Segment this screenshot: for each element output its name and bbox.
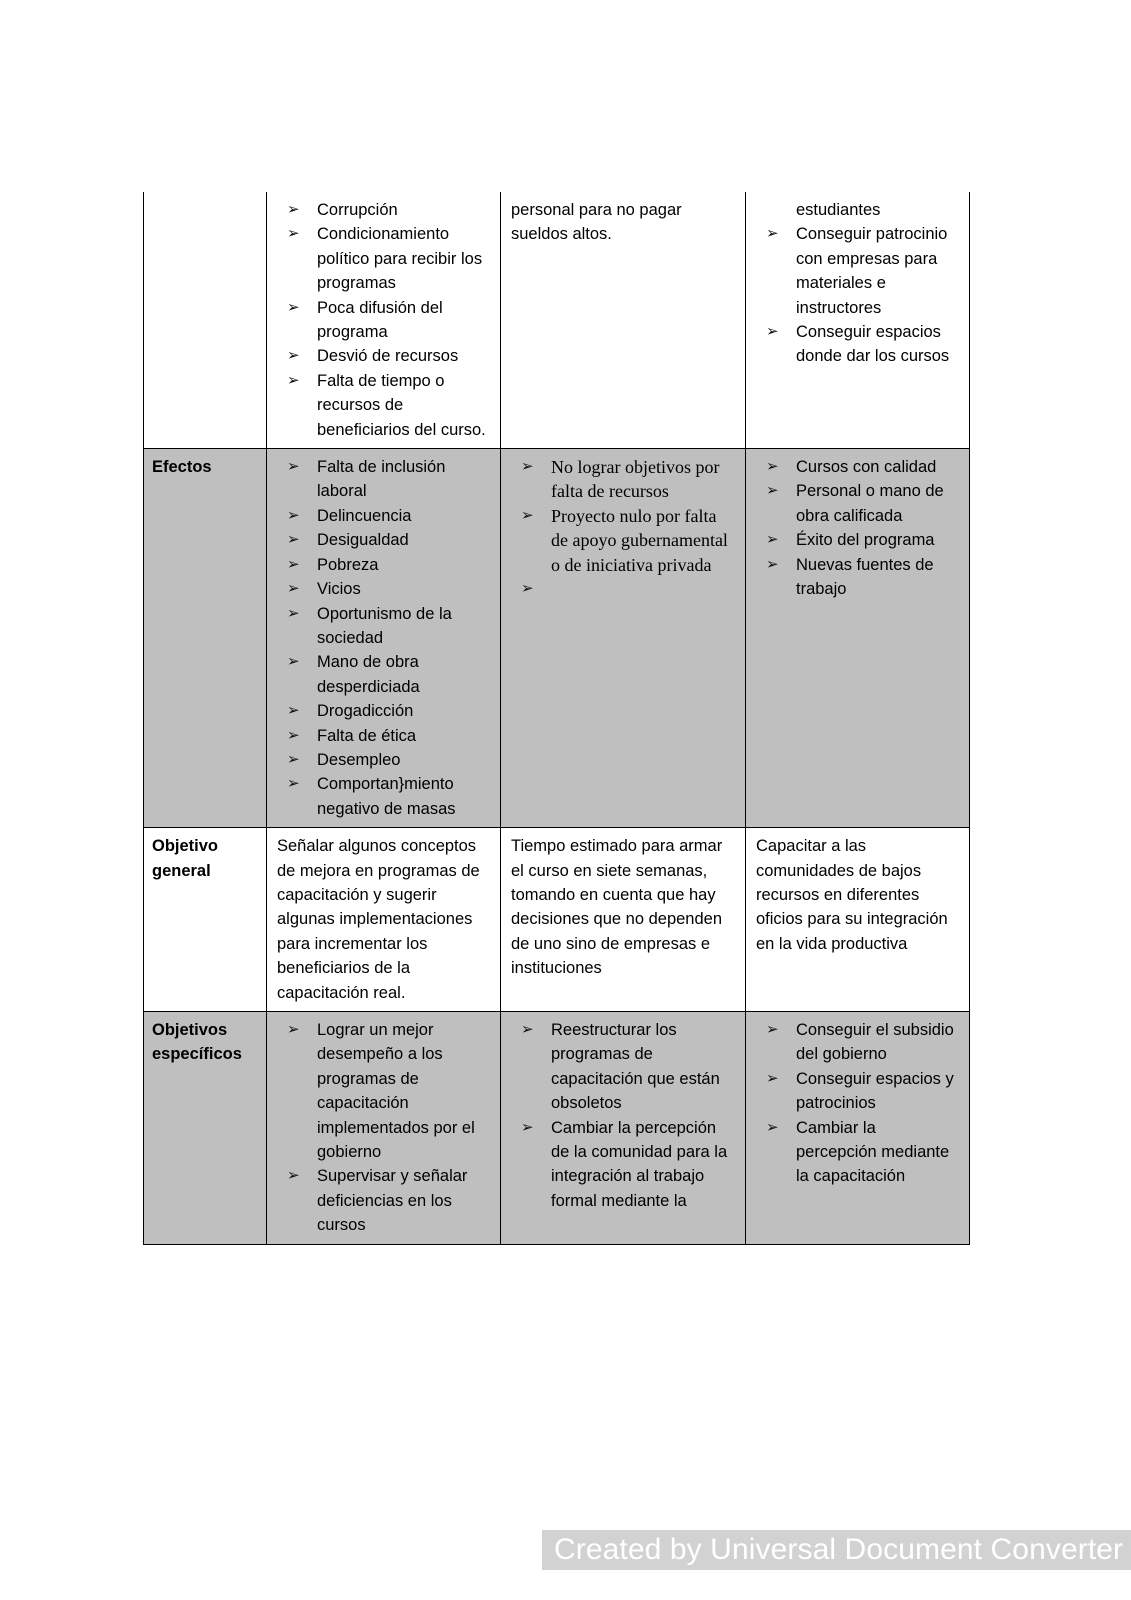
watermark-banner [542,1530,1131,1570]
list-item-text: Nuevas fuentes de trabajo [796,555,934,599]
row-col1-cell [267,449,501,828]
list-item [754,1116,961,1189]
list-item [275,198,492,222]
list-item-text: Mano de obra desperdiciada [317,653,420,696]
list-item [754,455,961,479]
row-label: Efectos [152,458,212,477]
list-item [275,699,492,723]
list-item-text: Corrupción [317,201,398,219]
arrow-bullet-icon: ➢ [521,506,534,524]
list-item-text: Comportan}miento negativo de masas [317,775,456,818]
arrow-bullet-icon: ➢ [287,653,300,671]
list-item-text: Cambiar la percepción mediante la capacitación [796,1118,950,1186]
arrow-bullet-icon: ➢ [287,702,300,720]
arrow-bullet-icon: ➢ [287,506,300,524]
paragraph-text: personal para no pagar sueldos altos. [511,201,682,244]
list-item [509,504,737,577]
list-item [275,296,492,345]
list-item-text: Éxito del programa [796,531,935,550]
paragraph-text: Capacitar a las comunidades de bajos recursos en diferentes oficios para su integración en la vida productiva [756,837,948,953]
list-item [275,455,492,504]
list-item-text: Proyecto nulo por falta de apoyo gubernamental o de iniciativa privada [551,505,728,575]
row-col3-cell [746,192,970,449]
bullet-list [754,1018,961,1189]
list-item [509,455,737,504]
list-item [509,1116,737,1214]
list-item [754,528,961,552]
list-item [275,577,492,601]
arrow-bullet-icon: ➢ [287,225,300,243]
arrow-bullet-icon: ➢ [287,1167,300,1185]
list-item-text: Desempleo [317,750,401,769]
table-row [144,192,970,449]
row-col2-cell [501,449,746,828]
list-item-text: No lograr objetivos por falta de recursos [551,457,720,502]
list-item [275,504,492,528]
list-item-text: Falta de inclusión laboral [317,458,446,501]
list-item-text: Falta de ética [317,726,417,745]
row-label-cell [144,828,267,1012]
bullet-list [509,455,737,601]
bullet-list [754,455,961,601]
arrow-bullet-icon: ➢ [521,580,534,598]
arrow-bullet-icon: ➢ [766,458,779,476]
list-item-text: Conseguir espacios donde dar los cursos [796,323,950,366]
list-item [275,344,492,368]
list-item [275,602,492,651]
arrow-bullet-icon: ➢ [287,347,300,365]
watermark-text: Created by Universal Document Converter [554,1533,1124,1566]
list-item [509,1018,737,1116]
list-item [754,320,961,369]
list-item [275,369,492,442]
list-item-text: Desvió de recursos [317,347,459,366]
arrow-bullet-icon: ➢ [766,531,779,549]
arrow-bullet-icon: ➢ [287,775,300,793]
list-item [754,553,961,602]
list-item-text: Vicios [317,580,361,599]
list-item [754,1067,961,1116]
list-item [275,772,492,821]
arrow-bullet-icon: ➢ [287,201,300,218]
bullet-list [754,198,961,369]
objectives-table [143,192,970,1245]
arrow-bullet-icon: ➢ [287,298,300,316]
row-label-cell [144,192,267,449]
bullet-list [275,455,492,821]
row-col2-cell [501,1012,746,1245]
paragraph-text: Señalar algunos conceptos de mejora en programas de capacitación y sugerir algunas implementaciones para incrementar los beneficiarios de la capacitación real. [277,837,480,1002]
arrow-bullet-icon: ➢ [287,531,300,549]
row-col3-cell [746,449,970,828]
row-label-cell [144,1012,267,1245]
table-row [144,449,970,828]
list-item [754,479,961,528]
list-item-text: Drogadicción [317,702,414,721]
list-item [754,222,961,320]
arrow-bullet-icon: ➢ [287,1021,300,1038]
arrow-bullet-icon: ➢ [766,1069,779,1087]
paragraph-text: Tiempo estimado para armar el curso en siete semanas, tomando en cuenta que hay decisiones que no dependen de uno sino de empresas e instituciones [511,837,723,978]
row-col1-cell [267,828,501,1012]
arrow-bullet-icon: ➢ [521,1021,534,1038]
list-item-text: Poca difusión del programa [317,298,443,342]
arrow-bullet-icon: ➢ [766,1118,779,1136]
arrow-bullet-icon: ➢ [287,750,300,768]
arrow-bullet-icon: ➢ [287,458,300,476]
arrow-bullet-icon: ➢ [766,323,779,341]
row-col2-cell [501,192,746,449]
arrow-bullet-icon: ➢ [287,555,300,573]
list-item [275,748,492,772]
list-item [754,198,961,222]
row-col3-cell [746,1012,970,1245]
list-item-text: Conseguir el subsidio del gobierno [796,1021,954,1064]
arrow-bullet-icon: ➢ [766,555,779,573]
row-col1-cell [267,1012,501,1245]
arrow-bullet-icon: ➢ [521,458,534,476]
list-item-text: Condicionamiento político para recibir los programas [317,225,483,293]
row-col2-cell [501,828,746,1012]
list-item-text: Reestructurar los programas de capacitación que están obsoletos [551,1021,720,1113]
row-label-cell [144,449,267,828]
arrow-bullet-icon: ➢ [287,604,300,622]
list-item-text: Pobreza [317,555,379,574]
arrow-bullet-icon: ➢ [287,726,300,744]
list-item-text: estudiantes [796,201,881,219]
arrow-bullet-icon: ➢ [521,1118,534,1136]
arrow-bullet-icon: ➢ [766,482,779,500]
table-row [144,1012,970,1245]
list-item-text: Personal o mano de obra calificada [796,482,944,525]
list-item [275,1018,492,1164]
list-item-text: Conseguir patrocinio con empresas para materiales e instructores [796,225,948,317]
list-item-text: Supervisar y señalar deficiencias en los cursos [317,1167,468,1235]
list-item-text: Conseguir espacios y patrocinios [796,1069,954,1113]
table-row [144,828,970,1012]
list-item [754,1018,961,1067]
row-label: Objetivos específicos [152,1021,242,1064]
list-item-text [551,577,737,601]
list-item [275,553,492,577]
list-item-text: Desigualdad [317,531,409,550]
row-label: Objetivo general [152,837,219,880]
row-col1-cell [267,192,501,449]
list-item [275,650,492,699]
arrow-bullet-icon: ➢ [287,580,300,598]
list-item-text: Lograr un mejor desempeño a los programas de capacitación implementados por el gobierno [317,1021,475,1162]
list-item [275,1164,492,1237]
list-item-text: Falta de tiempo o recursos de beneficiarios del curso. [317,371,486,439]
list-item [275,528,492,552]
list-item-text: Cambiar la percepción de la comunidad para la integración al trabajo formal mediante la [551,1118,728,1210]
list-item-text: Delincuencia [317,506,412,525]
arrow-bullet-icon: ➢ [287,371,300,389]
bullet-list [275,198,492,442]
list-item [275,222,492,295]
list-item-text: Oportunismo de la sociedad [317,604,452,647]
list-item [509,577,737,601]
row-col3-cell [746,828,970,1012]
bullet-list [275,1018,492,1238]
list-item [275,724,492,748]
arrow-bullet-icon: ➢ [766,225,779,243]
list-item-text: Cursos con calidad [796,458,937,477]
bullet-list [509,1018,737,1213]
arrow-bullet-icon: ➢ [766,1021,779,1038]
